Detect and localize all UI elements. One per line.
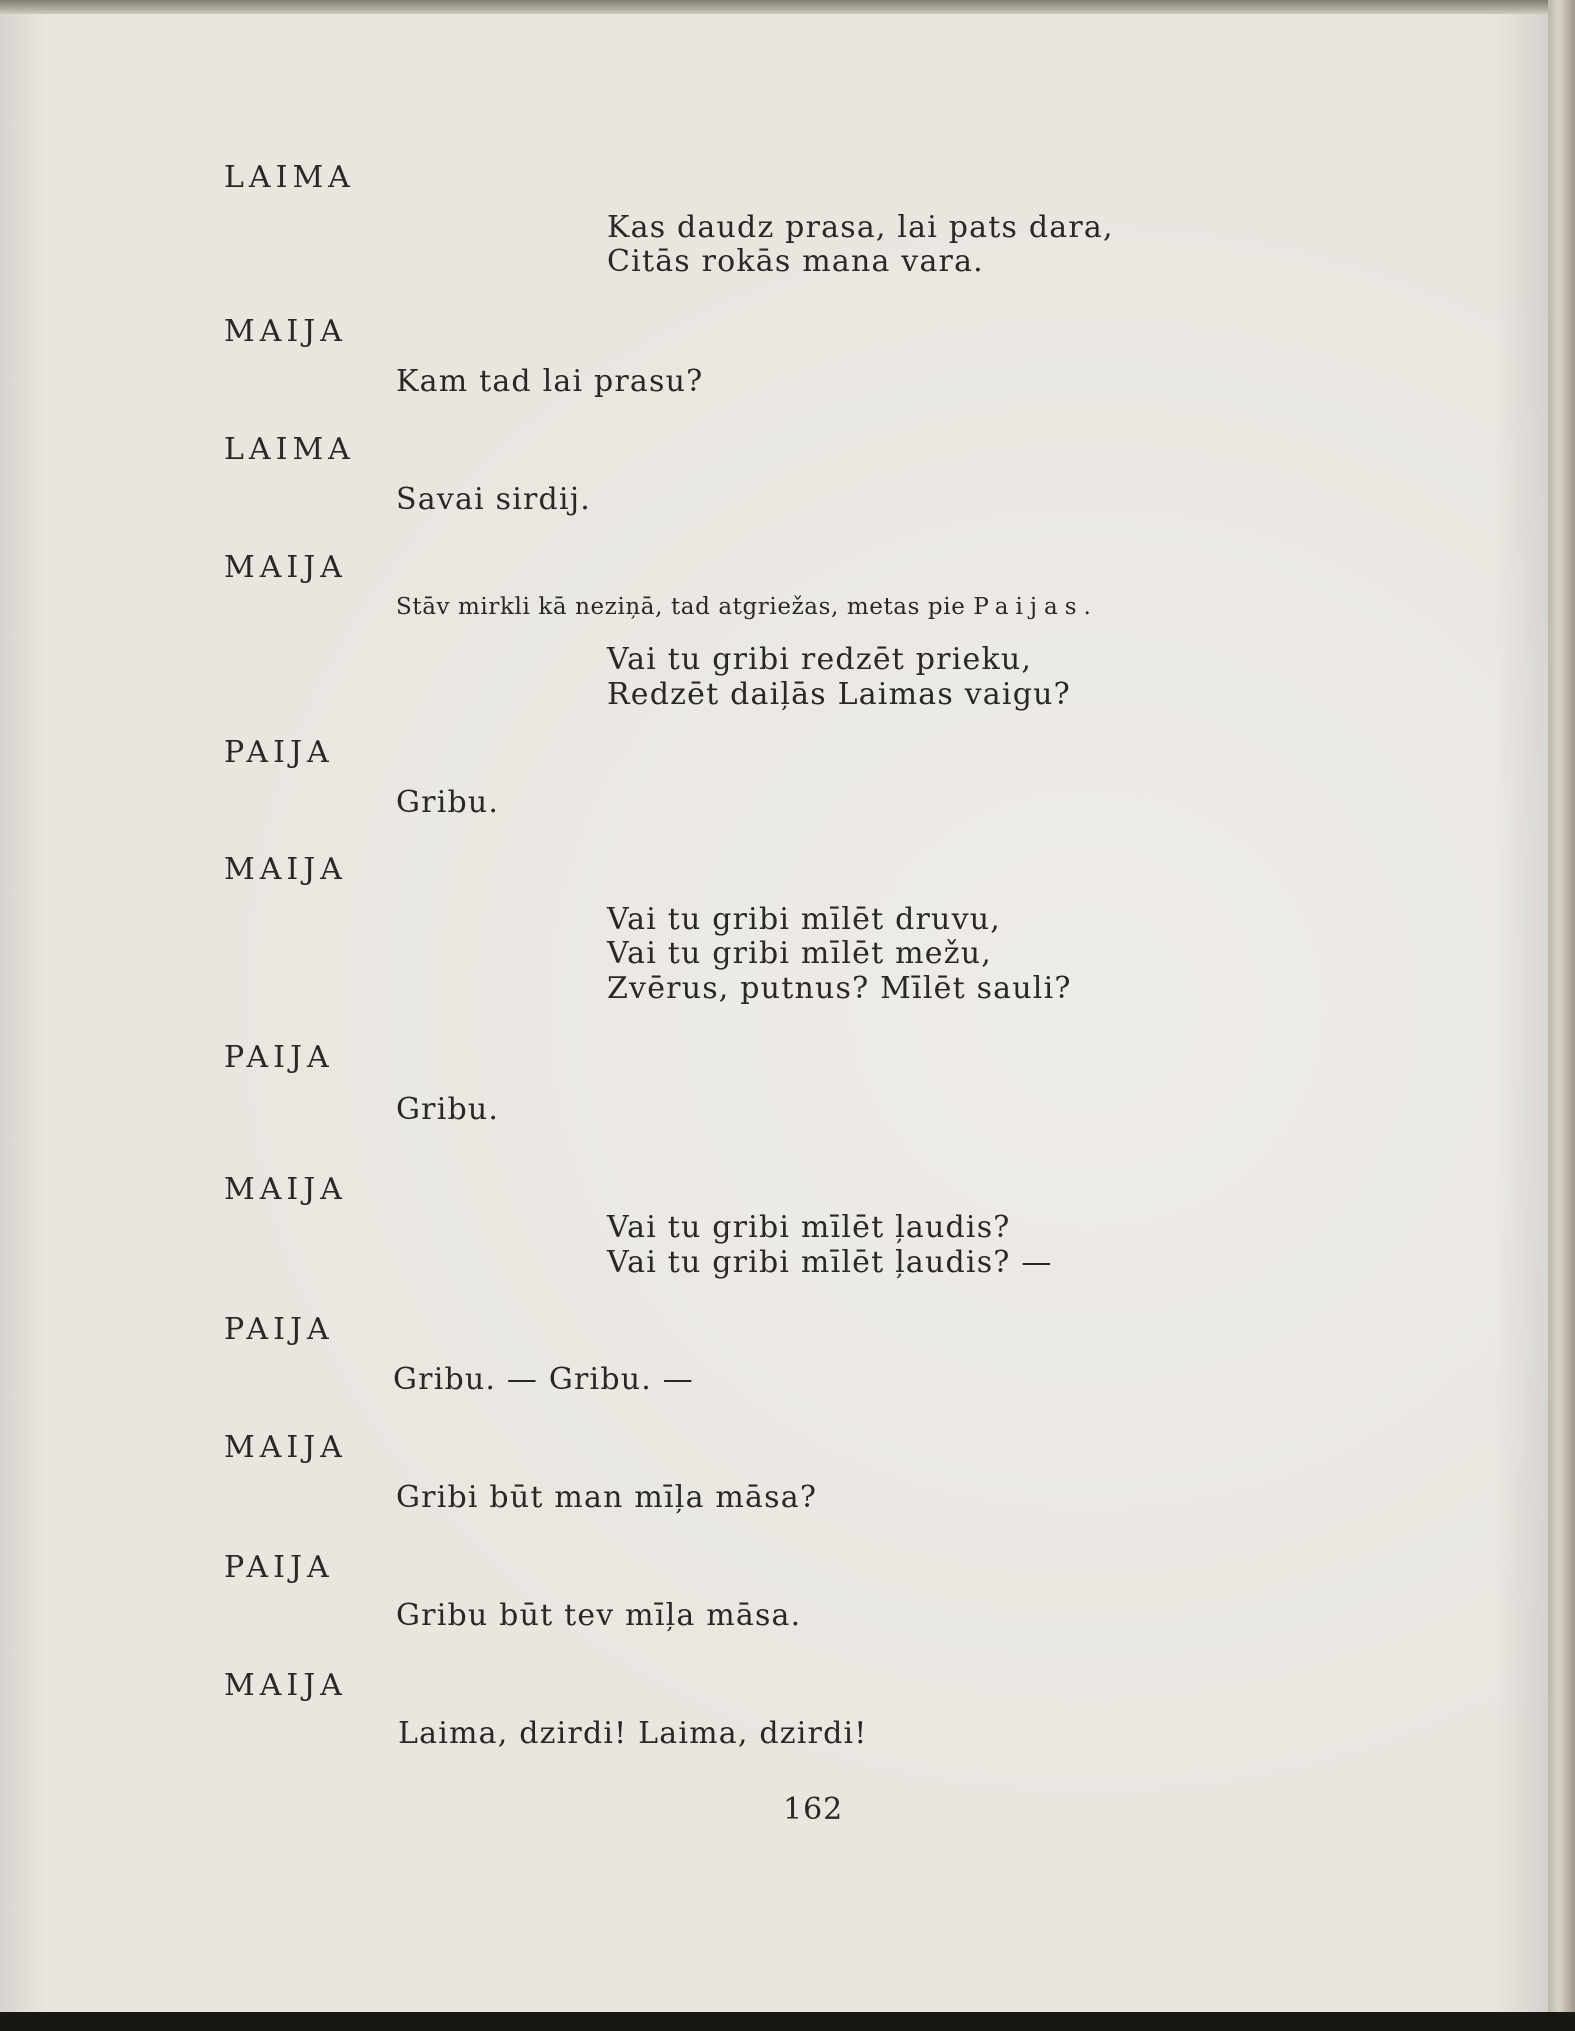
speaker-name: MAIJA: [224, 1430, 347, 1465]
verse-line: Vai tu gribi mīlēt druvu,: [607, 902, 1001, 937]
verse-line: Gribi būt man mīļa māsa?: [396, 1480, 818, 1515]
stage-direction-text: Stāv mirkli kā neziņā, tad atgriežas, metas pie: [396, 594, 966, 620]
verse-line: Kas daudz prasa, lai pats dara,: [607, 210, 1114, 245]
verse-line: Gribu būt tev mīļa māsa.: [396, 1598, 802, 1633]
verse-line: Vai tu gribi mīlēt mežu,: [607, 936, 992, 971]
speaker-name: MAIJA: [224, 314, 347, 349]
verse-line: Zvērus, putnus? Mīlēt sauli?: [607, 971, 1072, 1006]
speaker-name: LAIMA: [224, 160, 355, 195]
speaker-name: MAIJA: [224, 1172, 347, 1207]
page-top-edge: [0, 0, 1575, 14]
verse-line: Savai sirdij.: [396, 482, 591, 517]
verse-line: Laima, dzirdi! Laima, dzirdi!: [398, 1716, 868, 1751]
speaker-name: LAIMA: [224, 432, 355, 467]
speaker-name: PAIJA: [224, 735, 334, 770]
verse-line: Redzēt daiļās Laimas vaigu?: [607, 677, 1071, 712]
verse-line: Gribu. — Gribu. —: [393, 1362, 694, 1397]
speaker-name: PAIJA: [224, 1040, 334, 1075]
stage-direction-name: Paijas: [973, 594, 1084, 620]
speaker-name: MAIJA: [224, 550, 347, 585]
speaker-name: PAIJA: [224, 1312, 334, 1347]
verse-line: Vai tu gribi mīlēt ļaudis? —: [607, 1245, 1053, 1280]
stage-direction: [396, 594, 1091, 620]
page-bottom-edge: [0, 2012, 1575, 2031]
speaker-name: PAIJA: [224, 1550, 334, 1585]
speaker-name: MAIJA: [224, 1668, 347, 1703]
verse-line: Gribu.: [396, 785, 500, 820]
verse-line: Vai tu gribi mīlēt ļaudis?: [607, 1210, 1011, 1245]
verse-line: Vai tu gribi redzēt prieku,: [607, 642, 1033, 677]
speaker-name: MAIJA: [224, 852, 347, 887]
page-number: 162: [783, 1792, 844, 1827]
verse-line: Kam tad lai prasu?: [396, 364, 704, 399]
book-spine-edge: [1548, 0, 1575, 2031]
stage-direction-end: .: [1083, 594, 1092, 620]
verse-line: Gribu.: [396, 1092, 500, 1127]
verse-line: Citās rokās mana vara.: [607, 244, 984, 279]
